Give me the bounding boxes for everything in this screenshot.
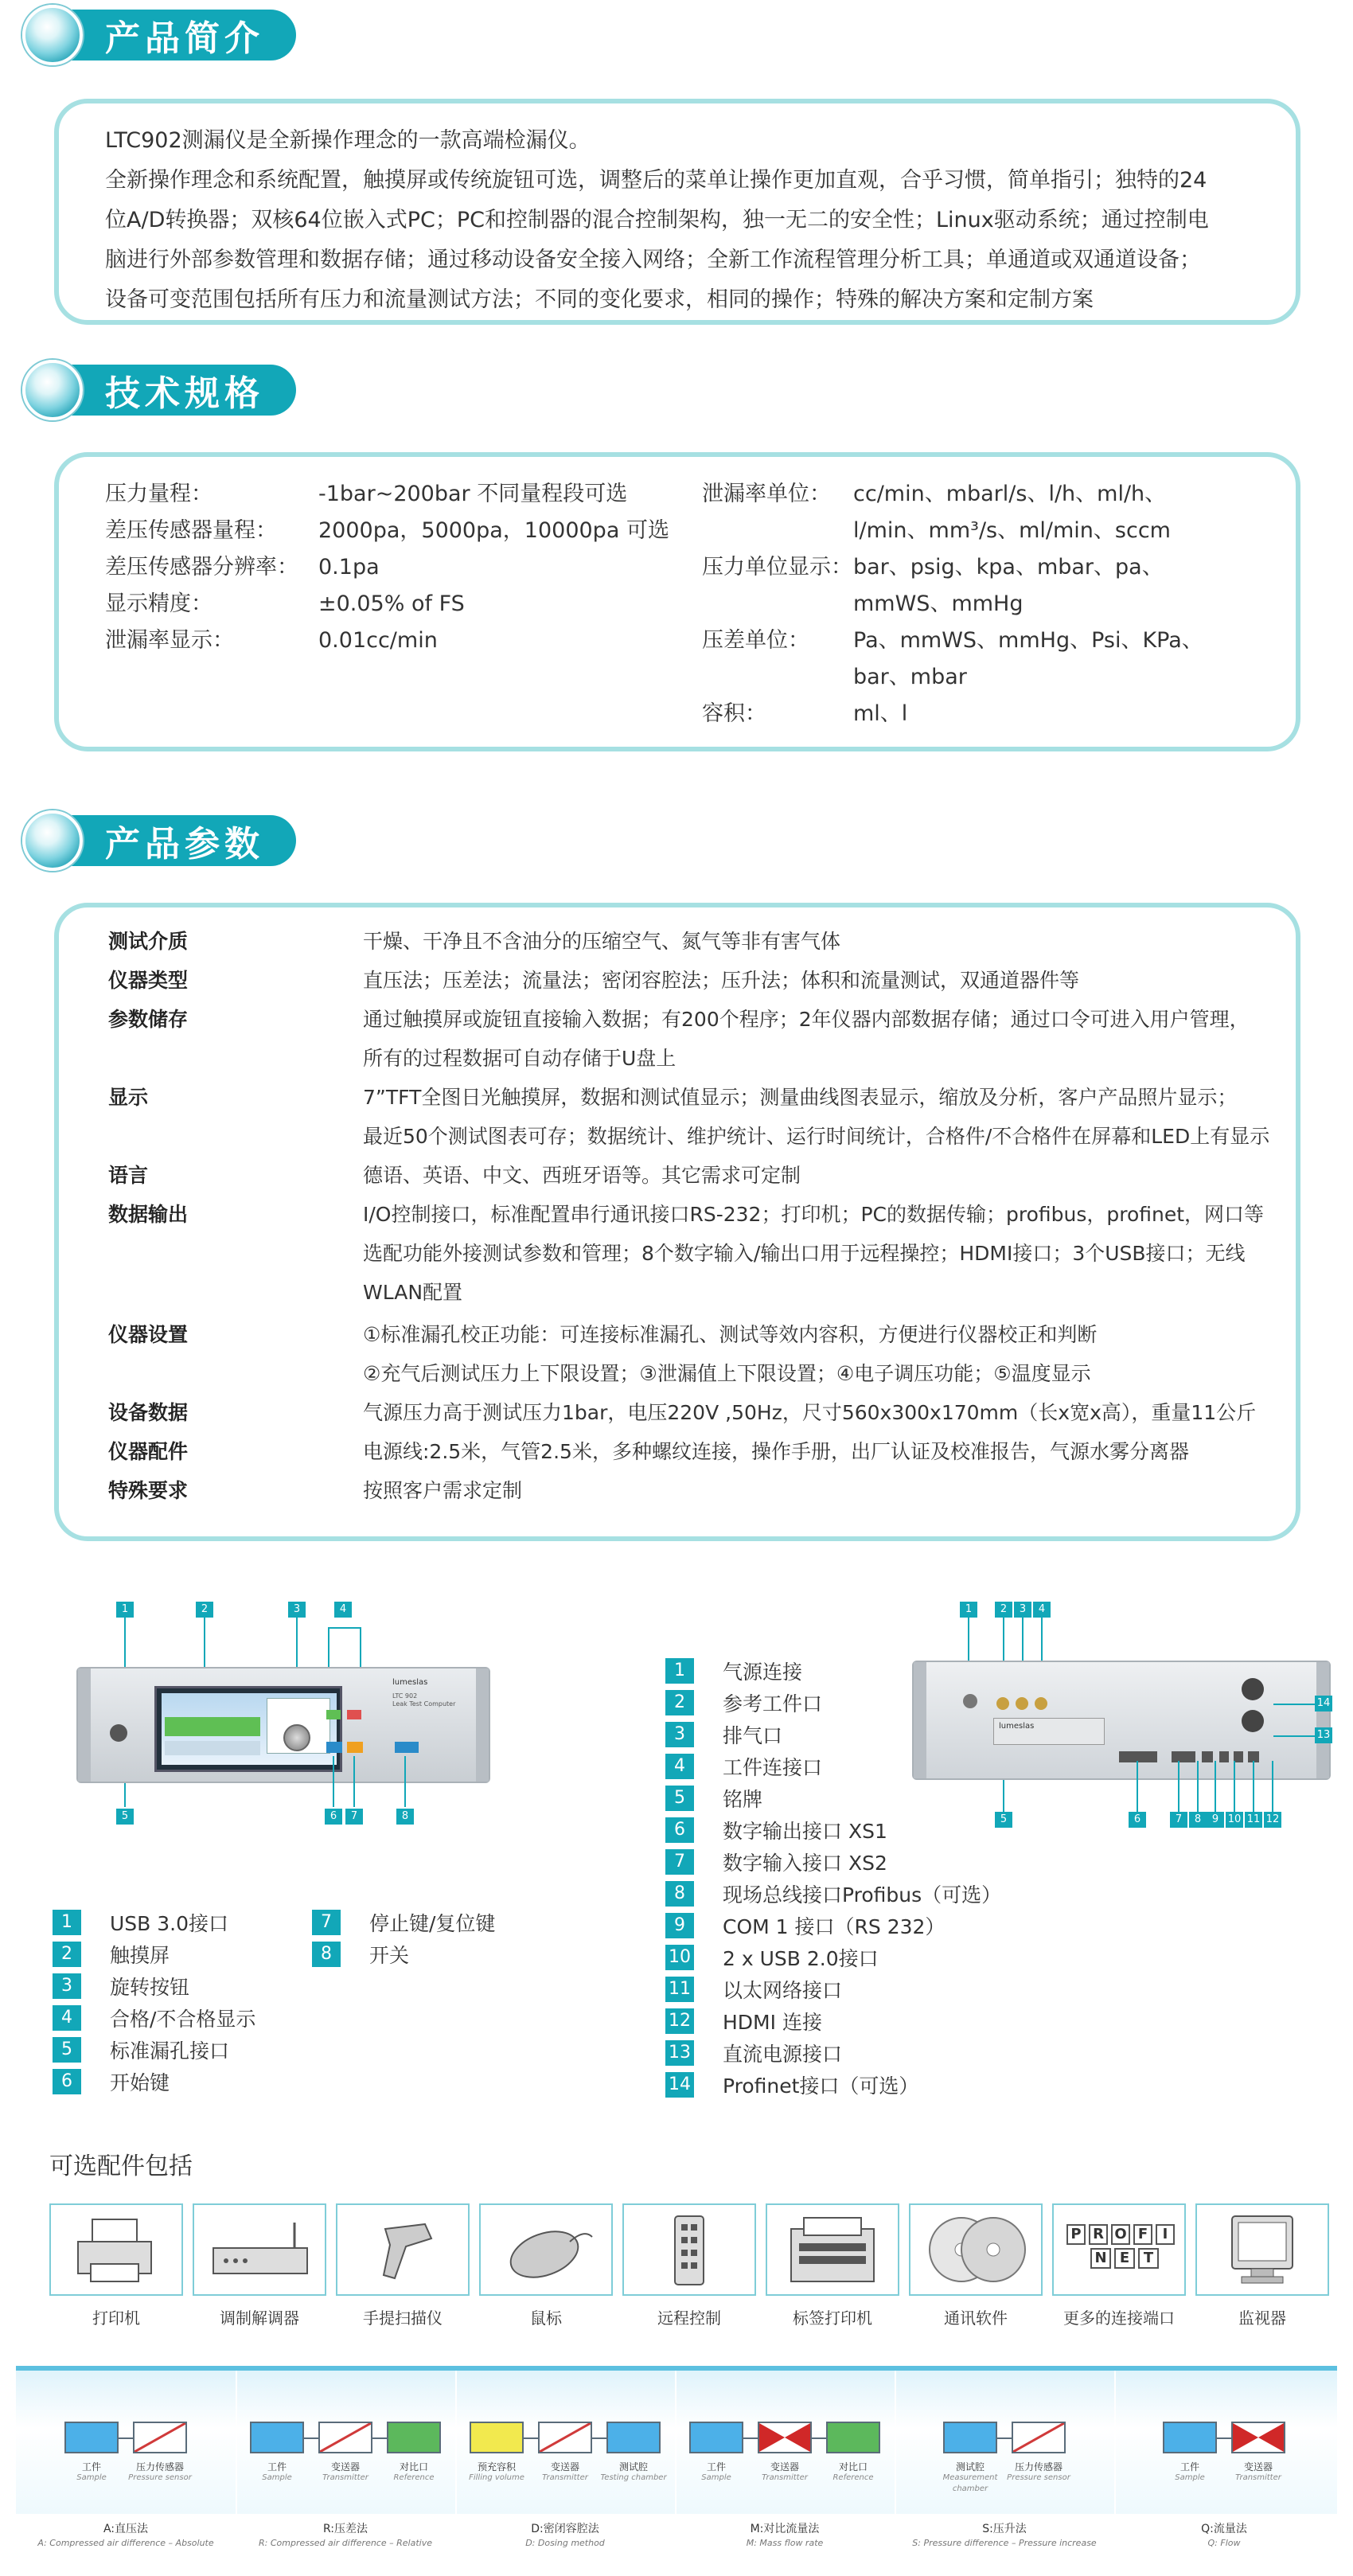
flow-block: [64, 2422, 119, 2453]
param-key: 数据输出: [108, 1203, 189, 1226]
callout-8: 8: [1189, 1812, 1207, 1828]
scanner-icon: [337, 2205, 468, 2294]
method-title: A:直压法 A: Compressed air difference – Absolute: [37, 2523, 214, 2548]
callout-4: 4: [334, 1602, 352, 1618]
section-title: 产品简介: [51, 10, 296, 60]
param-value: 通过触摸屏或旋钮直接输入数据；有200个程序；2年仪器内部数据存储；通过口令可进入用户管理，: [363, 1008, 1250, 1031]
callout-1: 1: [960, 1602, 977, 1618]
param-value: 干燥、干净且不含油分的压缩空气、氮气等非有害气体: [363, 930, 841, 953]
printer-icon: [51, 2205, 181, 2294]
spec-label: 泄漏率显示：: [105, 628, 234, 653]
pass-led: [326, 1710, 341, 1719]
flow-block: [538, 2422, 592, 2453]
param-value: 所有的过程数据可自动存储于U盘上: [363, 1047, 676, 1070]
rotary-knob: [283, 1724, 310, 1751]
legend-item: 8 开关: [312, 1939, 409, 1969]
param-value: 按照客户需求定制: [363, 1479, 523, 1502]
accessory-modem: [193, 2203, 326, 2296]
spec-value: ml、l: [853, 701, 908, 726]
legend-item: 7 停止键/复位键: [312, 1907, 495, 1938]
section-title: 产品参数: [51, 815, 296, 866]
accessory-remote: [622, 2203, 756, 2296]
flow-block-label: 压力传感器 Pressure sensor: [1007, 2461, 1070, 2482]
flow-block-label: 测试腔 Testing chamber: [600, 2461, 667, 2482]
param-key: 仪器类型: [108, 969, 189, 992]
legend-item: 6 数字输出接口 XS1: [665, 1815, 887, 1845]
spec-value: bar、psig、kpa、mbar、pa、: [853, 555, 1164, 580]
param-value: ②充气后测试压力上下限设置；③泄漏值上下限设置；④电子调压功能；⑤温度显示: [363, 1362, 1091, 1385]
spec-value: bar、mbar: [853, 665, 967, 689]
section-header-intro: [22, 6, 296, 64]
legend-item: 12 HDMI 连接: [665, 2006, 822, 2036]
legend-item: 13 直流电源接口: [665, 2038, 842, 2068]
flow-block-label: 对比口 Reference: [832, 2461, 874, 2482]
param-value: 选配功能外接测试参数和管理；8个数字输入/输出口用于远程操控；HDMI接口；3个USB接口；无线: [363, 1242, 1246, 1265]
callout-5: 5: [116, 1809, 134, 1825]
callout-5: 5: [995, 1812, 1012, 1828]
accessory-label: 手提扫描仪: [363, 2309, 443, 2328]
callout-8: 8: [396, 1809, 414, 1825]
param-key: 显示: [108, 1086, 149, 1109]
flow-block-label: 变送器 Transmitter: [762, 2461, 808, 2482]
legend-item: 2 参考工件口: [665, 1688, 822, 1718]
flow-block: [1163, 2422, 1217, 2453]
section-title: 技术规格: [51, 365, 296, 416]
intro-line: 脑进行外部参数管理和数据存储；通过移动设备安全接入网络；全新工作流程管理分析工具；单通道或双通道设备；: [105, 248, 1201, 272]
param-key: 仪器配件: [108, 1440, 189, 1463]
section-header-params: [22, 812, 296, 869]
flow-block-label: 预充容积 Filling volume: [469, 2461, 524, 2482]
flow-separator: [236, 2371, 237, 2514]
param-value: 7”TFT全图日光触摸屏，数据和测试值显示；测量曲线图表显示，缩放及分析，客户产品照片显示；: [363, 1086, 1238, 1109]
callout-13: 13: [1315, 1727, 1332, 1743]
spec-label: 差压传感器量程：: [105, 518, 277, 543]
method-title: R:压差法 R: Compressed air difference – Relative: [259, 2523, 432, 2548]
flow-separator: [455, 2371, 457, 2514]
param-key: 测试介质: [108, 930, 189, 953]
accessory-software: [909, 2203, 1043, 2296]
flow-block: [1012, 2422, 1066, 2453]
legend-item: 8 现场总线接口Profibus（可选）: [665, 1879, 1001, 1909]
flow-block: [387, 2422, 441, 2453]
accessory-scanner: [336, 2203, 470, 2296]
flow-block: [1231, 2422, 1285, 2453]
accessory-printer: [49, 2203, 183, 2296]
callout-12: 12: [1264, 1812, 1281, 1828]
flow-block: [470, 2422, 524, 2453]
callout-9: 9: [1207, 1812, 1224, 1828]
accessory-ports: [1052, 2203, 1186, 2296]
callout-1: 1: [116, 1602, 134, 1618]
spec-label: 泄漏率单位：: [702, 482, 831, 506]
legend-item: 4 工件连接口: [665, 1751, 822, 1782]
nameplate: lumeslas: [993, 1718, 1105, 1745]
param-value: 电源线:2.5米，气管2.5米，多种螺纹连接，操作手册，出厂认证及校准报告，气源水雾分离器: [363, 1440, 1189, 1463]
param-key: 特殊要求: [108, 1479, 189, 1502]
legend-item: 2 触摸屏: [53, 1939, 170, 1969]
profinet-logo-icon: P R O F I N E T: [1066, 2224, 1175, 2269]
accessory-label: 更多的连接端口: [1063, 2309, 1175, 2328]
param-value: 德语、英语、中文、西班牙语等。其它需求可定制: [363, 1164, 801, 1187]
label-printer-icon: [767, 2205, 898, 2294]
flow-block: [133, 2422, 187, 2453]
device-model: LTC 902 Leak Test Computer: [392, 1692, 456, 1708]
legend-item: 9 COM 1 接口（RS 232）: [665, 1911, 945, 1941]
accessory-label: 远程控制: [657, 2309, 721, 2328]
callout-3: 3: [1014, 1602, 1031, 1618]
accessory-mouse: [479, 2203, 613, 2296]
callout-10: 10: [1226, 1812, 1243, 1828]
param-value: 最近50个测试图表可存；数据统计、维护统计、运行时间统计，合格件/不合格件在屏幕和LED上有显示: [363, 1125, 1270, 1148]
spec-value: ±0.05% of FS: [318, 591, 465, 616]
accessory-label: 通讯软件: [944, 2309, 1008, 2328]
method-title: Q:流量法 Q: Flow: [1201, 2523, 1247, 2548]
spec-label: 差压传感器分辨率：: [105, 555, 298, 580]
device-front-body: [76, 1667, 490, 1783]
flow-block: [758, 2422, 812, 2453]
intro-line: 位A/D转换器；双核64位嵌入式PC；PC和控制器的混合控制架构，独一无二的安全性；Linux驱动系统；通过控制电: [105, 208, 1209, 232]
legend-item: 3 排气口: [665, 1719, 782, 1750]
spec-label: 压差单位：: [702, 628, 809, 653]
accessory-label-printer: [766, 2203, 899, 2296]
spec-label: 压力单位显示：: [702, 555, 852, 580]
callout-2: 2: [995, 1602, 1012, 1618]
accessory-label: 鼠标: [530, 2309, 562, 2328]
legend-item: 10 2 x USB 2.0接口: [665, 1942, 879, 1973]
callout-6: 6: [325, 1809, 342, 1825]
params-panel: [54, 903, 1300, 1541]
flow-block: [250, 2422, 304, 2453]
spec-value: -1bar~200bar 不同量程段可选: [318, 482, 628, 506]
spec-value: l/min、mm³/s、ml/min、sccm: [853, 518, 1171, 543]
spec-value: Pa、mmWS、mmHg、Psi、KPa、: [853, 628, 1203, 653]
callout-2: 2: [196, 1602, 213, 1618]
spec-label: 容积：: [702, 701, 766, 726]
flow-block-label: 工件 Sample: [1175, 2461, 1205, 2482]
power-switch: [395, 1742, 419, 1753]
method-title: M:对比流量法 M: Mass flow rate: [746, 2523, 824, 2548]
param-key: 语言: [108, 1164, 149, 1187]
section-header-specs: [22, 361, 296, 419]
param-key: 参数储存: [108, 1008, 189, 1031]
spec-value: mmWS、mmHg: [853, 591, 1024, 616]
legend-item: 11 以太网络接口: [665, 1974, 842, 2004]
accessories-title: 可选配件包括: [49, 2153, 193, 2180]
remote-control-icon: [624, 2205, 754, 2294]
accessory-monitor: [1195, 2203, 1329, 2296]
spec-value: 0.01cc/min: [318, 628, 438, 653]
callout-3: 3: [288, 1602, 306, 1618]
callout-4: 4: [1033, 1602, 1051, 1618]
legend-item: 4 合格/不合格显示: [53, 2003, 255, 2033]
method-title: S:压升法 S: Pressure difference – Pressure increase: [912, 2523, 1097, 2548]
legend-item: 5 标准漏孔接口: [53, 2035, 229, 2065]
legend-item: 1 气源连接: [665, 1656, 802, 1686]
spec-label: 压力量程：: [105, 482, 213, 506]
device-brand: lumeslas: [392, 1678, 428, 1687]
flow-block-label: 压力传感器 Pressure sensor: [128, 2461, 192, 2482]
flow-block-label: 工件 Sample: [701, 2461, 731, 2482]
callout-7: 7: [345, 1809, 363, 1825]
start-key: [326, 1742, 342, 1753]
flow-block: [826, 2422, 880, 2453]
flow-block: [318, 2422, 372, 2453]
accessory-label: 打印机: [92, 2309, 140, 2328]
flow-block: [689, 2422, 743, 2453]
param-value: 直压法；压差法；流量法；密闭容腔法；压升法；体积和流量测试，双通道器件等: [363, 969, 1080, 992]
legend-item: 14 Profinet接口（可选）: [665, 2070, 918, 2100]
intro-line: LTC902测漏仪是全新操作理念的一款高端检漏仪。: [105, 128, 591, 153]
intro-line: 设备可变范围包括所有压力和流量测试方法；不同的变化要求，相同的操作；特殊的解决方案和定制方案: [105, 287, 1094, 312]
accessory-label: 监视器: [1238, 2309, 1286, 2328]
intro-panel: [54, 99, 1300, 325]
modem-icon: [194, 2205, 325, 2294]
monitor-icon: [1197, 2205, 1328, 2294]
callout-7: 7: [1170, 1812, 1187, 1828]
leak-port: [110, 1724, 127, 1742]
param-value: WLAN配置: [363, 1281, 463, 1304]
fail-led: [347, 1710, 361, 1719]
spec-value: 2000pa，5000pa，10000pa 可选: [318, 518, 669, 543]
legend-item: 3 旋转按钮: [53, 1971, 189, 2001]
specs-panel: [54, 452, 1300, 751]
flow-separator: [675, 2371, 676, 2514]
flow-separator: [1114, 2371, 1116, 2514]
flow-block-label: 变送器 Transmitter: [322, 2461, 368, 2482]
param-value: 气源压力高于测试压力1bar，电压220V ,50Hz，尺寸560x300x170mm（长x宽x高），重量11公斤: [363, 1401, 1257, 1424]
orb-icon: [22, 360, 83, 420]
param-value: ①标准漏孔校正功能：可连接标准漏孔、测试等效内容积，方便进行仪器校正和判断: [363, 1323, 1098, 1346]
flow-separator: [895, 2371, 896, 2514]
flow-block-label: 对比口 Reference: [393, 2461, 435, 2482]
param-key: 设备数据: [108, 1401, 189, 1424]
callout-14: 14: [1315, 1696, 1332, 1711]
flow-block-label: 工件 Sample: [262, 2461, 292, 2482]
device-rear-body: [912, 1661, 1331, 1780]
mouse-icon: [481, 2205, 611, 2294]
spec-label: 显示精度：: [105, 591, 213, 616]
accessory-label: 标签打印机: [793, 2309, 872, 2328]
flow-block: [943, 2422, 997, 2453]
touchscreen: [154, 1686, 342, 1772]
param-key: 仪器设置: [108, 1323, 189, 1346]
accessory-label: 调制解调器: [220, 2309, 299, 2328]
test-methods-band: [16, 2366, 1337, 2514]
param-value: I/O控制接口，标准配置串行通讯接口RS-232；打印机；PC的数据传输；profibus，profinet，网口等: [363, 1203, 1265, 1226]
callout-6: 6: [1129, 1812, 1146, 1828]
orb-icon: [22, 810, 83, 871]
stop-key: [347, 1742, 363, 1753]
legend-item: 7 数字输入接口 XS2: [665, 1847, 887, 1877]
callout-11: 11: [1245, 1812, 1262, 1828]
orb-icon: [22, 5, 83, 65]
legend-item: 1 USB 3.0接口: [53, 1907, 228, 1938]
spec-value: 0.1pa: [318, 555, 380, 580]
software-cd-icon: [910, 2205, 1041, 2294]
flow-block-label: 工件 Sample: [76, 2461, 107, 2482]
flow-block-label: 变送器 Transmitter: [542, 2461, 588, 2482]
legend-item: 6 开始键: [53, 2067, 170, 2097]
flow-block-label: 变送器 Transmitter: [1235, 2461, 1281, 2482]
intro-line: 全新操作理念和系统配置，触摸屏或传统旋钮可选，调整后的菜单让操作更加直观，合乎习惯，简单指引；独特的24: [105, 168, 1207, 193]
method-title: D:密闭容腔法 D: Dosing method: [525, 2523, 605, 2548]
legend-item: 5 铭牌: [665, 1783, 762, 1813]
flow-block: [606, 2422, 661, 2453]
spec-value: cc/min、mbarl/s、l/h、ml/h、: [853, 482, 1167, 506]
flow-block-label: 测试腔 Measurement chamber: [942, 2461, 998, 2493]
